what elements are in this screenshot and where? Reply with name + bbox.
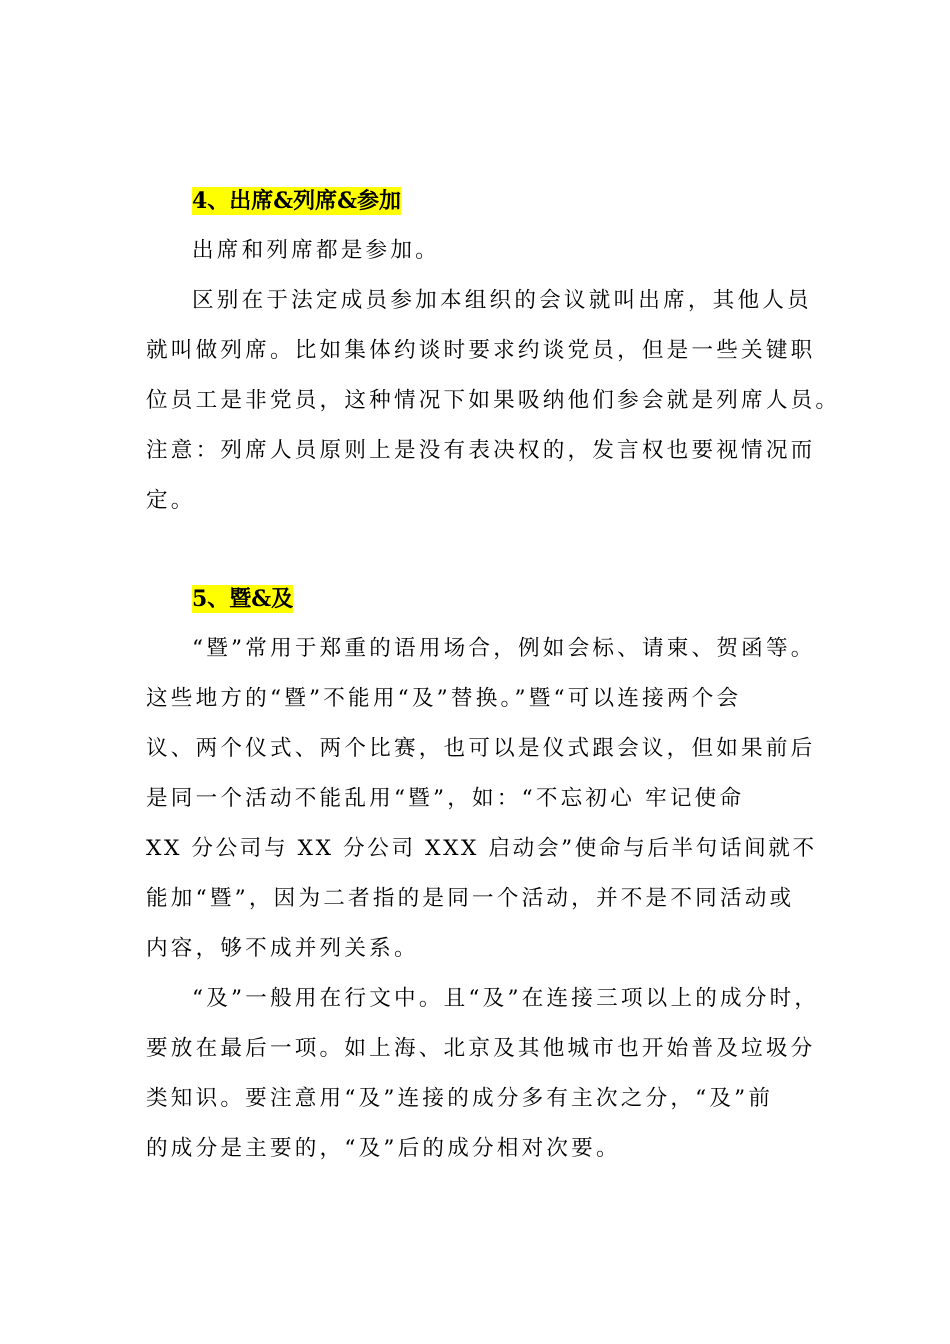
paragraph-line: 出席和列席都是参加。 [192,238,440,263]
paragraph-line: 注意：列席人员原则上是没有表决权的，发言权也要视情况而 [146,438,816,463]
paragraph-line: 议、两个仪式、两个比赛，也可以是仪式跟会议，但如果前后 [146,736,816,761]
paragraph-line: 类知识。要注意用“及”连接的成分多有主次之分，“及”前 [146,1086,774,1111]
paragraph-line: 定。 [146,488,196,513]
paragraph-line: XX 分公司与 XX 分公司 XXX 启动会”使命与后半句话间就不 [146,836,817,861]
section-heading [192,186,401,216]
paragraph-line: 是同一个活动不能乱用“暨”，如：“不忘初心 牢记使命 [146,786,745,811]
paragraph-line: “及”一般用在行文中。且“及”在连接三项以上的成分时， [192,986,820,1011]
highlighted-heading-text: 5、暨&及 [192,586,294,612]
paragraph-line: 内容，够不成并列关系。 [146,936,419,961]
paragraph-line: 位员工是非党员，这种情况下如果吸纳他们参会就是列席人员。 [146,388,841,413]
paragraph-line: 能加“暨”，因为二者指的是同一个活动，并不是不同活动或 [146,886,795,911]
paragraph-line: 就叫做列席。比如集体约谈时要求约谈党员，但是一些关键职 [146,338,816,363]
paragraph-line: “暨”常用于郑重的语用场合，例如会标、请柬、贺函等。 [192,636,816,661]
paragraph-line: 要放在最后一项。如上海、北京及其他城市也开始普及垃圾分 [146,1036,816,1061]
paragraph-line: 这些地方的“暨”不能用“及”替换。”暨“可以连接两个会 [146,686,742,711]
paragraph-line: 区别在于法定成员参加本组织的会议就叫出席，其他人员 [192,288,812,313]
section-heading [192,584,293,614]
highlighted-heading-text: 4、出席&列席&参加 [192,188,402,214]
paragraph-line: 的成分是主要的，“及”后的成分相对次要。 [146,1136,621,1161]
